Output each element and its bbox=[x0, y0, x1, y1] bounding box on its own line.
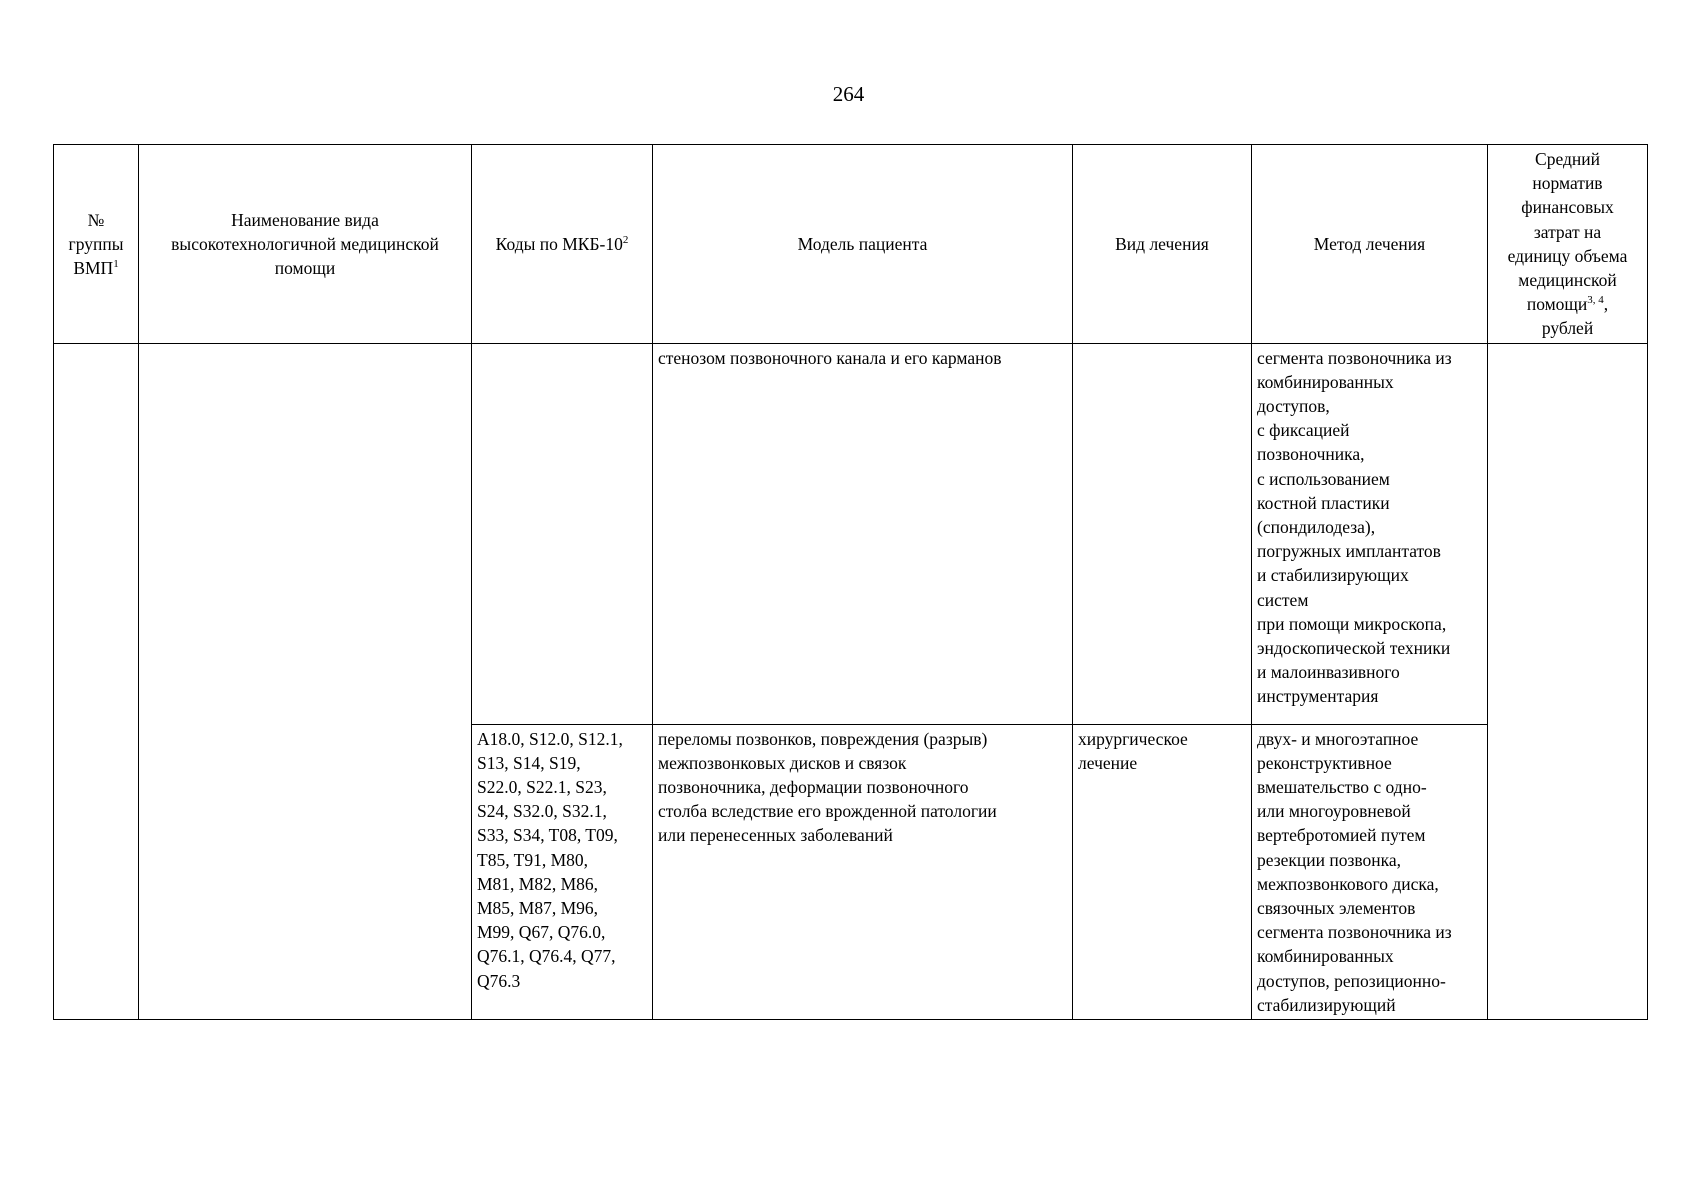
group-number-cell bbox=[54, 343, 139, 1019]
header-treatment-type: Вид лечения bbox=[1073, 145, 1252, 344]
treatment-method-cell: сегмента позвоночника из комбинированных доступов, с фиксацией позвоночника, с использованием костной пластики (спондилодеза), погружных имплантатов и стабилизирующих систем при помощи микроскопа, эндоскопической техники и малоинвазивного инструментария bbox=[1252, 343, 1488, 724]
icd10-codes-cell bbox=[472, 343, 653, 724]
treatment-type-cell: хирургическое лечение bbox=[1073, 724, 1252, 1019]
header-group-number: № группы ВМП$^1$ bbox=[54, 145, 139, 344]
header-care-type-name: Наименование вида высокотехнологичной медицинской помощи bbox=[139, 145, 472, 344]
page-number: 264 bbox=[832, 82, 865, 106]
treatment-method-cell: двух- и многоэтапное реконструктивное вмешательство с одно- или многоуровневой вертебротомией путем резекции позвонка, межпозвонкового диска, связочных элементов сегмента позвоночника из комбинированных доступов, репозиционно- стабилизирующий bbox=[1252, 724, 1488, 1019]
table-row bbox=[54, 343, 1648, 724]
header-treatment-method: Метод лечения bbox=[1252, 145, 1488, 344]
header-patient-model: Модель пациента bbox=[653, 145, 1073, 344]
treatment-type-cell bbox=[1073, 343, 1252, 724]
patient-model-cell: переломы позвонков, повреждения (разрыв) межпозвонковых дисков и связок позвоночника, деформации позвоночного столба вследствие его врожденной патологии или перенесенных заболеваний bbox=[653, 724, 1073, 1019]
vmp-table bbox=[53, 144, 1648, 1020]
table-header-row bbox=[54, 145, 1648, 344]
average-cost-cell bbox=[1488, 343, 1648, 1019]
patient-model-cell: стенозом позвоночного канала и его карманов bbox=[653, 343, 1073, 724]
icd10-codes-cell: A18.0, S12.0, S12.1, S13, S14, S19, S22.0, S22.1, S23, S24, S32.0, S32.1, S33, S34, T08, T09, T85, T91, M80, M81, M82, M86, M85, M87, M96, M99, Q67, Q76.0, Q76.1, Q76.4, Q77, Q76.3 bbox=[472, 724, 653, 1019]
header-icd10-codes: Коды по МКБ-$10^2$ bbox=[472, 145, 653, 344]
header-average-cost: Средний норматив финансовых затрат на единицу объема медицинской помощи$^{3, 4}$, рублей bbox=[1488, 145, 1648, 344]
care-type-name-cell bbox=[139, 343, 472, 1019]
